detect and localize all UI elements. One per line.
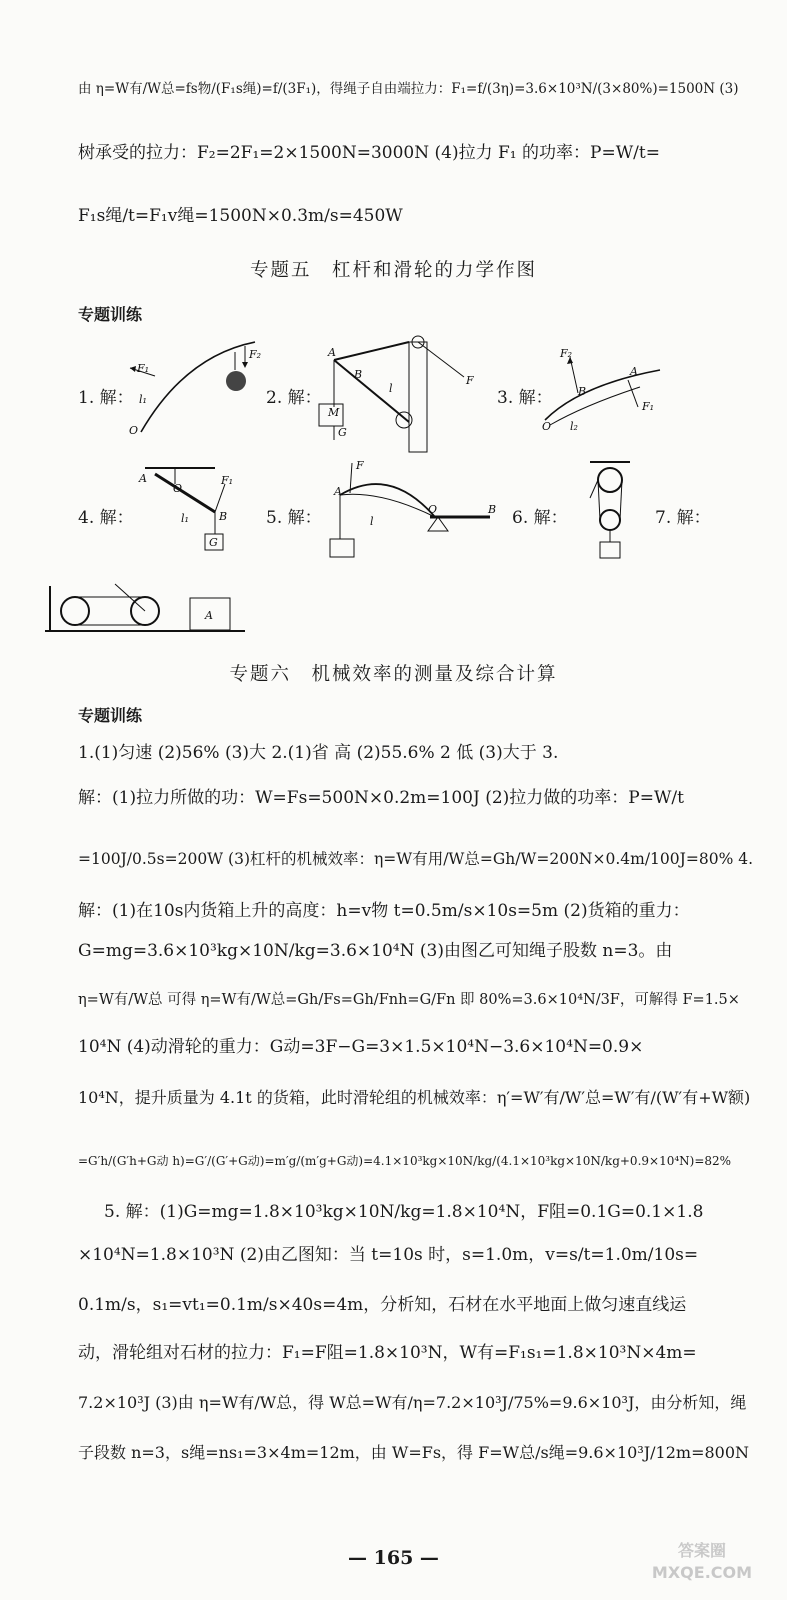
figure-3-lever-diagram <box>540 345 670 435</box>
svg-text:F₂: F₂ <box>560 347 573 360</box>
svg-text:F₁: F₁ <box>642 400 655 413</box>
figure-label-1: 1. 解： <box>78 388 134 408</box>
svg-text:A: A <box>334 485 342 498</box>
svg-text:l₁: l₁ <box>181 512 189 525</box>
watermark-logo: 答案圈 MXQE.COM <box>651 1541 753 1582</box>
page-number: — 165 — <box>348 1547 439 1569</box>
svg-text:O: O <box>428 503 438 516</box>
figure-label-5: 5. 解： <box>266 508 322 528</box>
svg-text:B: B <box>219 510 228 523</box>
svg-text:l: l <box>370 515 374 528</box>
svg-text:M: M <box>328 406 340 419</box>
text-line-17: 7.2×10³J (3)由 η=W有/W总，得 W总=W有/η=7.2×10³J/75%=9.6×10³J，由分析知，绳 <box>78 1393 747 1412</box>
svg-text:F₁: F₁ <box>137 362 150 375</box>
svg-text:A: A <box>205 609 213 622</box>
figure-label-7: 7. 解： <box>655 508 711 528</box>
text-line-15: 0.1m/s，s₁=vt₁=0.1m/s×40s=4m，分析知，石材在水平地面上做匀速直线运 <box>78 1295 687 1315</box>
figure-7-pulley-diagram <box>45 576 245 636</box>
text-line-4: 1.(1)匀速 (2)56% (3)大 2.(1)省 高 (2)55.6% 2 低 (3)大于 3. <box>78 743 559 763</box>
text-line-5: 解：(1)拉力所做的功：W=Fs=500N×0.2m=100J (2)拉力做的功率：P=W/t <box>78 788 684 808</box>
text-line-12: =G′h/(G′h+G动 h)=G′/(G′+G动)=m′g/(m′g+G动)=4.1×10³kg×10N/kg/(4.1×10³kg×10N/kg+0.9×10⁴N)=82% <box>78 1154 732 1168</box>
subheading-training-1: 专题训练 <box>78 305 143 324</box>
svg-text:A: A <box>630 365 638 378</box>
subheading-training-2: 专题训练 <box>78 706 143 725</box>
figure-1-lever-diagram <box>125 336 260 441</box>
figure-label-6: 6. 解： <box>512 508 568 528</box>
section-heading-topic5: 专题五 杠杆和滑轮的力学作图 <box>249 260 537 281</box>
svg-text:l₂: l₂ <box>570 420 578 433</box>
text-line-1: 由 η=W有/W总=fs物/(F₁s绳)=f/(3F₁)，得绳子自由端拉力：F₁=f/(3η)=3.6×10³N/(3×80%)=1500N (3) <box>78 81 739 97</box>
figure-2-crane-diagram <box>314 332 484 462</box>
text-line-10: 10⁴N (4)动滑轮的重力：G动=3F−G=3×1.5×10⁴N−3.6×10⁴N=0.9× <box>78 1037 644 1057</box>
svg-text:A: A <box>328 346 336 359</box>
svg-text:O: O <box>129 424 139 437</box>
figure-label-2: 2. 解： <box>266 388 322 408</box>
text-line-6: =100J/0.5s=200W (3)杠杆的机械效率：η=W有用/W总=Gh/W=200N×0.4m/100J=80% 4. <box>78 850 754 868</box>
svg-text:B: B <box>488 503 497 516</box>
svg-text:l: l <box>389 382 393 395</box>
figure-4-lever-diagram <box>135 462 245 562</box>
svg-text:G: G <box>209 536 218 549</box>
svg-text:F: F <box>356 459 364 472</box>
text-line-3: F₁s绳/t=F₁v绳=1500N×0.3m/s=450W <box>78 206 403 226</box>
text-line-2: 树承受的拉力：F₂=2F₁=2×1500N=3000N (4)拉力 F₁ 的功率：P=W/t= <box>78 143 660 163</box>
svg-text:F: F <box>466 374 474 387</box>
text-line-18: 子段数 n=3，s绳=ns₁=3×4m=12m，由 W=Fs，得 F=W总/s绳=9.6×10³J/12m=800N <box>78 1443 750 1462</box>
text-line-7: 解：(1)在10s内货箱上升的高度：h=v物 t=0.5m/s×10s=5m (2)货箱的重力： <box>78 901 690 921</box>
svg-text:F₁: F₁ <box>221 474 234 487</box>
figure-6-pulley-diagram <box>580 458 640 568</box>
text-line-11: 10⁴N，提升质量为 4.1t 的货箱，此时滑轮组的机械效率：η′=W′有/W′总=W′有/(W′有+W额) <box>78 1088 751 1107</box>
svg-text:G: G <box>338 426 347 439</box>
svg-text:O: O <box>542 420 552 433</box>
figure-label-3: 3. 解： <box>497 388 553 408</box>
figure-5-lever-diagram <box>320 455 500 565</box>
svg-text:B: B <box>354 368 363 381</box>
svg-text:l₁: l₁ <box>139 393 147 406</box>
text-line-8: G=mg=3.6×10³kg×10N/kg=3.6×10⁴N (3)由图乙可知绳子股数 n=3。由 <box>78 941 673 961</box>
svg-text:O: O <box>173 482 183 495</box>
svg-text:F₂: F₂ <box>249 348 262 361</box>
section-heading-topic6: 专题六 机械效率的测量及综合计算 <box>229 664 558 685</box>
svg-text:B: B <box>578 385 587 398</box>
svg-text:A: A <box>139 472 147 485</box>
text-line-14: ×10⁴N=1.8×10³N (2)由乙图知：当 t=10s 时，s=1.0m，v=s/t=1.0m/10s= <box>78 1245 699 1265</box>
text-line-16: 动，滑轮组对石材的拉力：F₁=F阻=1.8×10³N，W有=F₁s₁=1.8×10³N×4m= <box>78 1343 697 1363</box>
figure-label-4: 4. 解： <box>78 508 134 528</box>
text-line-9: η=W有/W总 可得 η=W有/W总=Gh/Fs=Gh/Fnh=G/Fn 即 80%=3.6×10⁴N/3F，可解得 F=1.5× <box>78 992 740 1008</box>
text-line-13: 5. 解：(1)G=mg=1.8×10³kg×10N/kg=1.8×10⁴N，F阻=0.1G=0.1×1.8 <box>104 1202 704 1222</box>
